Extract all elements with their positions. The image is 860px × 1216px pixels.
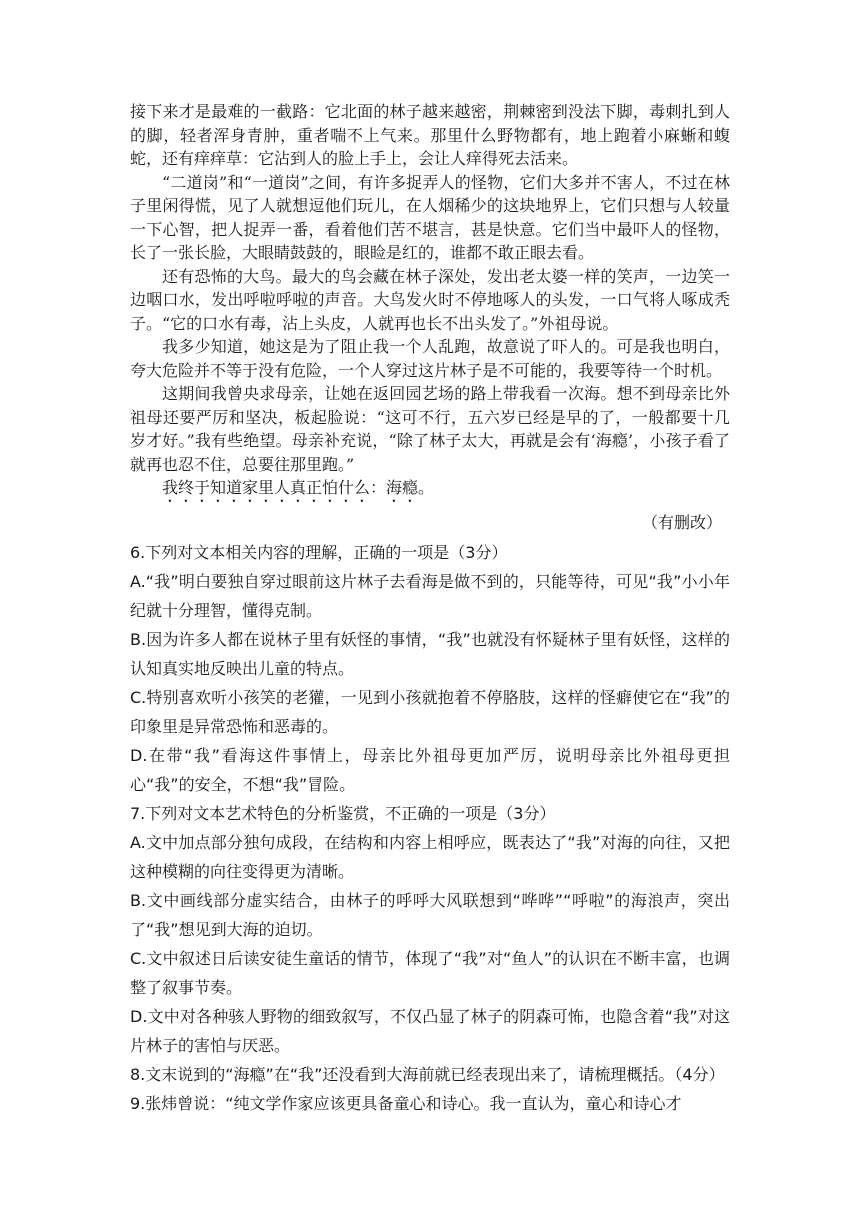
abridged-note: （有删改） (641, 513, 722, 532)
question-6-option-c: C.特别喜欢听小孩笑的老獾，一见到小孩就抱着不停胳肢，这样的怪癖使它在“我”的印象里是异常恐怖和恶毒的。 (130, 688, 730, 736)
question-7-option-c: C.文中叙述日后读安徒生童话的情节，体现了“我”对“鱼人”的认识在不断丰富，也调整了叙事节奏。 (130, 949, 730, 997)
passage-paragraph: “二道岗”和“一道岗”之间，有许多捉弄人的怪物，它们大多并不害人，不过在林子里闲得慌，见了人就想逗他们玩儿，在人烟稀少的这块地界上，它们只想与人较量一下心智，把人捉弄一番，看着他们苦不堪言，甚是快意。它们当中最吓人的怪物，长了一张长脸，大眼睛鼓鼓的，眼睑是红的，谁都不敢正眼去看。 (130, 172, 730, 262)
question-section (130, 538, 730, 1118)
question-6-option-b: B.因为许多人都在说林子里有妖怪的事情，“我”也就没有怀疑林子里有妖怪，这样的认知真实地反映出儿童的特点。 (130, 630, 730, 678)
question-7-option-d: D.文中对各种骇人野物的细致叙写，不仅凸显了林子的阴森可怖，也隐含着“我”对这片林子的害怕与厌恶。 (130, 1007, 730, 1055)
passage-paragraph: 接下来才是最难的一截路：它北面的林子越来越密，荆棘密到没法下脚，毒刺扎到人的脚，轻者浑身青肿，重者喘不上气来。那里什么野物都有，地上跑着小麻蜥和蝮蛇，还有痒痒草：它沾到人的脸上手上，会让人痒得死去活来。 (130, 102, 730, 168)
question-9: 9.张炜曾说：“纯文学作家应该更具备童心和诗心。我一直认为，童心和诗心才 (130, 1094, 682, 1113)
document-page (130, 100, 730, 1118)
passage-final-line (130, 476, 730, 506)
question-7-option-b: B.文中画线部分虚实结合，由林子的呼呼大风联想到“哗哗”“呼啦”的海浪声，突出了“我”想见到大海的迫切。 (130, 891, 730, 939)
question-6-option-a: A.“我”明白要独自穿过眼前这片林子去看海是做不到的，只能等待，可见“我”小小年纪就十分理智，懂得克制。 (130, 572, 730, 620)
question-7-stem: 7.下列对文本艺术特色的分析鉴赏，不正确的一项是（3分） (130, 804, 556, 823)
passage-paragraph: 还有恐怖的大鸟。最大的鸟会藏在林子深处，发出老太婆一样的笑声，一边笑一边咽口水，发出呼啦呼啦的声音。大鸟发火时不停地啄人的头发，一口气将人啄成秃子。“它的口水有毒，沾上头皮，人就再也长不出头发了。”外祖母说。 (130, 266, 730, 333)
reading-passage (130, 100, 730, 506)
question-6-option-d: D.在带“我”看海这件事情上，母亲比外祖母更加严厉，说明母亲比外祖母更担心“我”的安全，不想“我”冒险。 (130, 746, 730, 794)
emphasized-sentence: 我终于知道家里人真正怕什么：海瘾。 (162, 478, 435, 497)
question-7-option-a: A.文中加点部分独句成段，在结构和内容上相呼应，既表达了“我”对海的向往，又把这种模糊的向往变得更为清晰。 (130, 833, 730, 881)
passage-paragraph: 这期间我曾央求母亲，让她在返回园艺场的路上带我看一次海。想不到母亲比外祖母还要严厉和坚决，板起脸说：“这可不行，五六岁已经是早的了，一般都要十几岁才好。”我有些绝望。母亲补充说，“除了林子太大，再就是会有‘海瘾’，小孩子看了就再也忍不住，总要往那里跑。” (130, 384, 730, 474)
question-8: 8.文末说到的“海瘾”在“我”还没看到大海前就已经表现出来了，请梳理概括。（4分） (130, 1065, 725, 1084)
question-6-stem: 6.下列对文本相关内容的理解，正确的一项是（3分） (130, 543, 508, 562)
passage-paragraph: 我多少知道，她这是为了阻止我一个人乱跑，故意说了吓人的。可是我也明白，夸大危险并不等于没有危险，一个人穿过这片林子是不可能的，我要等待一个时机。 (130, 337, 730, 380)
